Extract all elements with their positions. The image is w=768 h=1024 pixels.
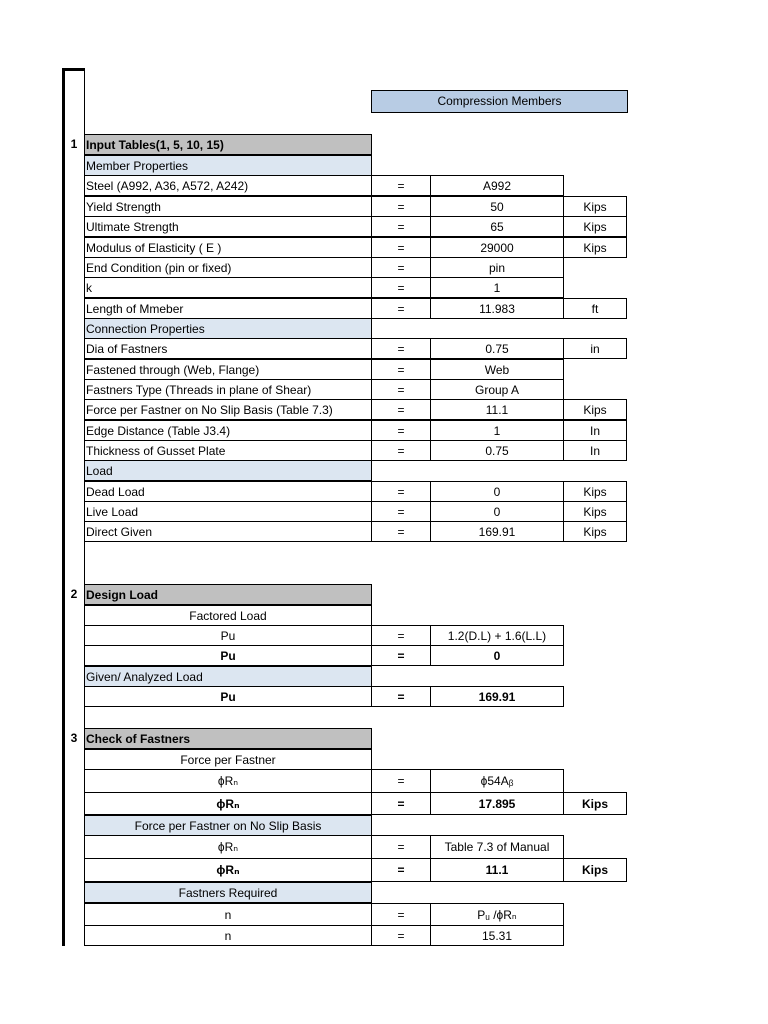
subheader-member-properties: Member Properties: [84, 155, 372, 176]
row-unit: Kips: [563, 858, 627, 882]
row-value[interactable]: 0.75: [430, 338, 564, 359]
row-unit: In: [563, 440, 627, 461]
row-equals: =: [371, 625, 431, 646]
row-equals: =: [371, 216, 431, 237]
row-equals: =: [371, 257, 431, 278]
row-unit: Kips: [563, 196, 627, 217]
row-value[interactable]: 0: [430, 501, 564, 522]
row-label: End Condition (pin or fixed): [84, 257, 372, 278]
row-equals: =: [371, 925, 431, 946]
row-equals: =: [371, 501, 431, 522]
row-equals: =: [371, 379, 431, 400]
row-value[interactable]: 65: [430, 216, 564, 237]
row-value[interactable]: Web: [430, 359, 564, 380]
row-equals: =: [371, 399, 431, 420]
row-equals: =: [371, 237, 431, 258]
row-equals: =: [371, 686, 431, 707]
row-value[interactable]: 0: [430, 481, 564, 502]
row-equals: =: [371, 645, 431, 666]
row-label: Fastened through (Web, Flange): [84, 359, 372, 380]
row-value: Table 7.3 of Manual: [430, 835, 564, 859]
row-unit: Kips: [563, 237, 627, 258]
section-number: 2: [70, 587, 78, 601]
section-number: 1: [70, 137, 78, 151]
row-label: Dia of Fastners: [84, 338, 372, 359]
frame-left-border: [62, 68, 65, 946]
row-equals: =: [371, 277, 431, 298]
row-label: Edge Distance (Table J3.4): [84, 420, 372, 441]
section-header-fasteners: Check of Fastners: [84, 728, 372, 749]
row-unit: ft: [563, 298, 627, 319]
row-value[interactable]: Group A: [430, 379, 564, 400]
row-equals: =: [371, 420, 431, 441]
section-number: 3: [70, 731, 78, 745]
row-label: Length of Mmeber: [84, 298, 372, 319]
row-value: ϕ54Aᵦ: [430, 769, 564, 793]
row-equals: =: [371, 792, 431, 815]
sheet-title: Compression Members: [371, 90, 628, 113]
row-label: Ultimate Strength: [84, 216, 372, 237]
row-equals: =: [371, 481, 431, 502]
row-label: Direct Given: [84, 521, 372, 542]
row-unit: Kips: [563, 216, 627, 237]
row-label: Live Load: [84, 501, 372, 522]
row-equals: =: [371, 858, 431, 882]
row-label: Dead Load: [84, 481, 372, 502]
row-label: Steel (A992, A36, A572, A242): [84, 175, 372, 196]
row-label: n: [84, 925, 372, 946]
row-value[interactable]: 169.91: [430, 521, 564, 542]
row-label: Thickness of Gusset Plate: [84, 440, 372, 461]
row-value[interactable]: 1: [430, 420, 564, 441]
row-value[interactable]: A992: [430, 175, 564, 196]
row-label: k: [84, 277, 372, 298]
row-unit: In: [563, 420, 627, 441]
row-unit: Kips: [563, 792, 627, 815]
row-value[interactable]: 0.75: [430, 440, 564, 461]
row-label: Fastners Type (Threads in plane of Shear): [84, 379, 372, 400]
row-value: 11.1: [430, 858, 564, 882]
row-label: ϕRₙ: [84, 835, 372, 859]
row-value: 1.2(D.L) + 1.6(L.L): [430, 625, 564, 646]
row-value: 169.91: [430, 686, 564, 707]
row-label: n: [84, 903, 372, 926]
row-equals: =: [371, 196, 431, 217]
row-unit: Kips: [563, 399, 627, 420]
row-unit: Kips: [563, 481, 627, 502]
row-label: Force per Fastner on No Slip Basis (Table 7.3): [84, 399, 372, 420]
row-unit: Kips: [563, 501, 627, 522]
row-unit: Kips: [563, 521, 627, 542]
row-label: ϕRₙ: [84, 769, 372, 793]
row-equals: =: [371, 903, 431, 926]
row-equals: =: [371, 835, 431, 859]
row-equals: =: [371, 359, 431, 380]
row-value[interactable]: 11.1: [430, 399, 564, 420]
row-equals: =: [371, 440, 431, 461]
subheader-fastners-required: Fastners Required: [84, 882, 372, 903]
row-unit: in: [563, 338, 627, 359]
row-label: Pu: [84, 625, 372, 646]
subheader-connection-properties: Connection Properties: [84, 318, 372, 339]
row-value[interactable]: 1: [430, 277, 564, 298]
subheader-load: Load: [84, 460, 372, 481]
row-value: 0: [430, 645, 564, 666]
subheader-force-per-fastner: Force per Fastner: [84, 749, 372, 770]
row-label: Yield Strength: [84, 196, 372, 217]
row-label: Pu: [84, 686, 372, 707]
subheader-no-slip: Force per Fastner on No Slip Basis: [84, 815, 372, 836]
row-label: ϕRₙ: [84, 792, 372, 815]
row-value: 15.31: [430, 925, 564, 946]
row-equals: =: [371, 298, 431, 319]
section-header-design-load: Design Load: [84, 584, 372, 605]
row-label: Pu: [84, 645, 372, 666]
row-equals: =: [371, 521, 431, 542]
row-value: Pᵤ /ϕRₙ: [430, 903, 564, 926]
row-value: 17.895: [430, 792, 564, 815]
frame-top-border: [62, 68, 85, 71]
row-equals: =: [371, 769, 431, 793]
section-header-input: Input Tables(1, 5, 10, 15): [84, 134, 372, 155]
row-value[interactable]: 29000: [430, 237, 564, 258]
row-label: ϕRₙ: [84, 858, 372, 882]
subheader-factored-load: Factored Load: [84, 605, 372, 626]
row-label: Modulus of Elasticity ( E ): [84, 237, 372, 258]
subheader-given-load: Given/ Analyzed Load: [84, 666, 372, 687]
row-value[interactable]: pin: [430, 257, 564, 278]
row-value[interactable]: 50: [430, 196, 564, 217]
row-value[interactable]: 11.983: [430, 298, 564, 319]
row-equals: =: [371, 175, 431, 196]
row-equals: =: [371, 338, 431, 359]
